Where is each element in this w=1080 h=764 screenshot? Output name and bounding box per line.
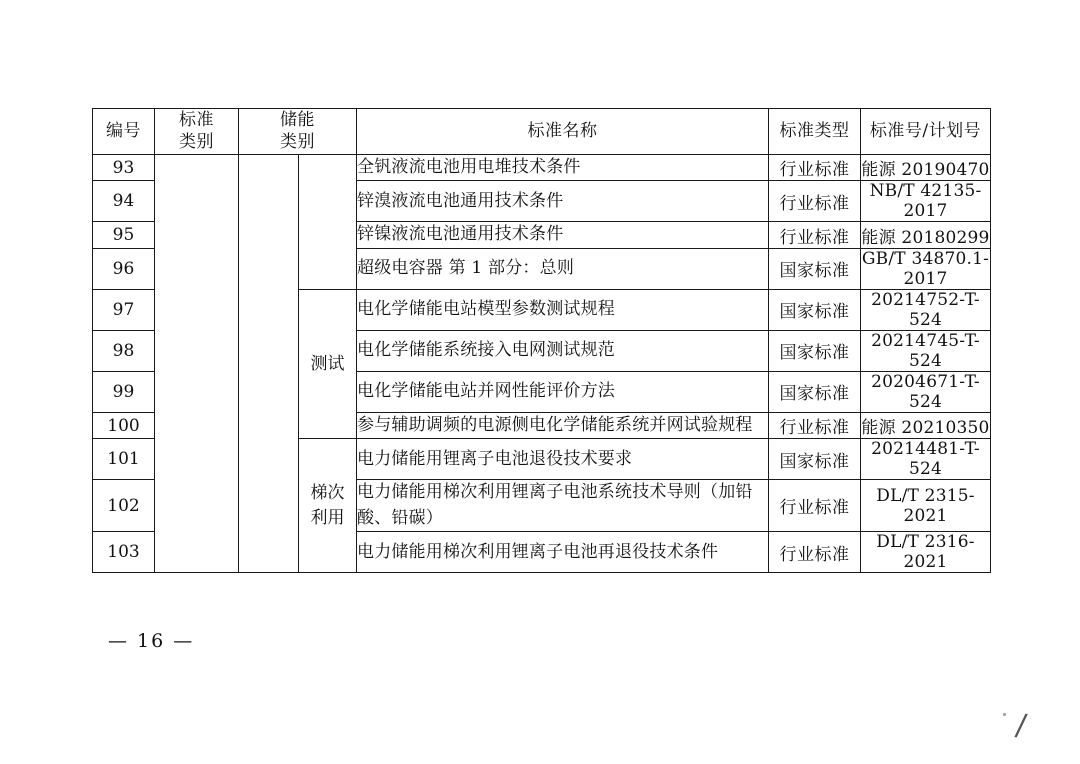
- row-number: 98: [93, 330, 155, 371]
- standard-code: 能源 20180299: [861, 222, 991, 249]
- standard-type: 国家标准: [769, 289, 861, 330]
- standard-name: 锌镍液流电池通用技术条件: [357, 222, 769, 249]
- standard-name: 电化学储能电站模型参数测试规程: [357, 289, 769, 330]
- standard-code: GB/T 34870.1-2017: [861, 248, 990, 289]
- row-number: 102: [93, 480, 155, 532]
- standard-type: 行业标准: [769, 480, 861, 532]
- subgroup-blank: [299, 154, 357, 289]
- standard-type: 行业标准: [769, 412, 861, 439]
- header-storage-line1: 储能: [280, 110, 315, 130]
- standards-table: [92, 108, 991, 573]
- header-category: [155, 109, 239, 155]
- margin-mark: /: [1013, 707, 1029, 744]
- header-category-line1: 标准: [179, 110, 214, 130]
- table-row: [93, 154, 991, 181]
- table-header-row: [93, 109, 991, 155]
- standard-type: 行业标准: [769, 154, 861, 181]
- header-storage-category: [239, 109, 357, 155]
- subgroup-cascade-line2: 利用: [310, 507, 345, 528]
- page-number: — 16 —: [108, 630, 195, 652]
- standard-code: 能源 20190470: [861, 154, 991, 181]
- row-number: 99: [93, 371, 155, 412]
- standard-name: 电力储能用锂离子电池退役技术要求: [357, 439, 769, 480]
- standard-code: 20214745-T-524: [861, 330, 991, 371]
- standard-type: 国家标准: [769, 439, 861, 480]
- standard-code: 能源 20210350: [861, 412, 991, 439]
- header-storage-line2: 类别: [280, 132, 315, 153]
- standard-type: 行业标准: [769, 222, 861, 249]
- standard-code: DL/T 2315-2021: [861, 480, 991, 532]
- standard-code: 20204671-T-524: [861, 371, 991, 412]
- category-column-blank: [155, 154, 239, 573]
- header-standard-type: 标准类型: [769, 109, 861, 155]
- standard-name: 电力储能用梯次利用锂离子电池再退役技术条件: [357, 532, 769, 573]
- subgroup-cascade: [299, 439, 357, 573]
- standard-type: 行业标准: [769, 532, 861, 573]
- row-number: 103: [93, 532, 155, 573]
- standard-type: 行业标准: [769, 181, 861, 222]
- row-number: 101: [93, 439, 155, 480]
- standard-type: 国家标准: [769, 248, 861, 289]
- standard-code: DL/T 2316-2021: [861, 532, 991, 573]
- row-number: 95: [93, 222, 155, 249]
- standard-name: 电化学储能系统接入电网测试规范: [357, 330, 769, 371]
- standard-code: 20214481-T-524: [861, 439, 991, 480]
- row-number: 100: [93, 412, 155, 439]
- standard-name: 电力储能用梯次利用锂离子电池系统技术导则（加铅酸、铅碳）: [357, 480, 769, 532]
- row-number: 93: [93, 154, 155, 181]
- standard-type: 国家标准: [769, 371, 861, 412]
- header-standard-name: 标准名称: [357, 109, 769, 155]
- header-no: 编号: [93, 109, 155, 155]
- standards-table-container: [92, 108, 990, 573]
- standard-type: 国家标准: [769, 330, 861, 371]
- row-number: 96: [93, 248, 155, 289]
- standard-name: 全钒液流电池用电堆技术条件: [357, 154, 769, 181]
- standard-name: 电化学储能电站并网性能评价方法: [357, 371, 769, 412]
- standard-code: 20214752-T-524: [861, 289, 991, 330]
- standard-code: NB/T 42135-2017: [861, 181, 991, 222]
- row-number: 97: [93, 289, 155, 330]
- standard-name: 锌溴液流电池通用技术条件: [357, 181, 769, 222]
- row-number: 94: [93, 181, 155, 222]
- header-category-line2: 类别: [179, 132, 214, 153]
- header-standard-code: 标准号/计划号: [861, 109, 991, 155]
- standard-name: 参与辅助调频的电源侧电化学储能系统并网试验规程: [357, 412, 769, 439]
- standard-name: 超级电容器 第 1 部分：总则: [357, 248, 769, 289]
- storage-column-blank: [239, 154, 299, 573]
- subgroup-cascade-line1: 梯次: [310, 483, 345, 504]
- subgroup-test: 测试: [299, 289, 357, 439]
